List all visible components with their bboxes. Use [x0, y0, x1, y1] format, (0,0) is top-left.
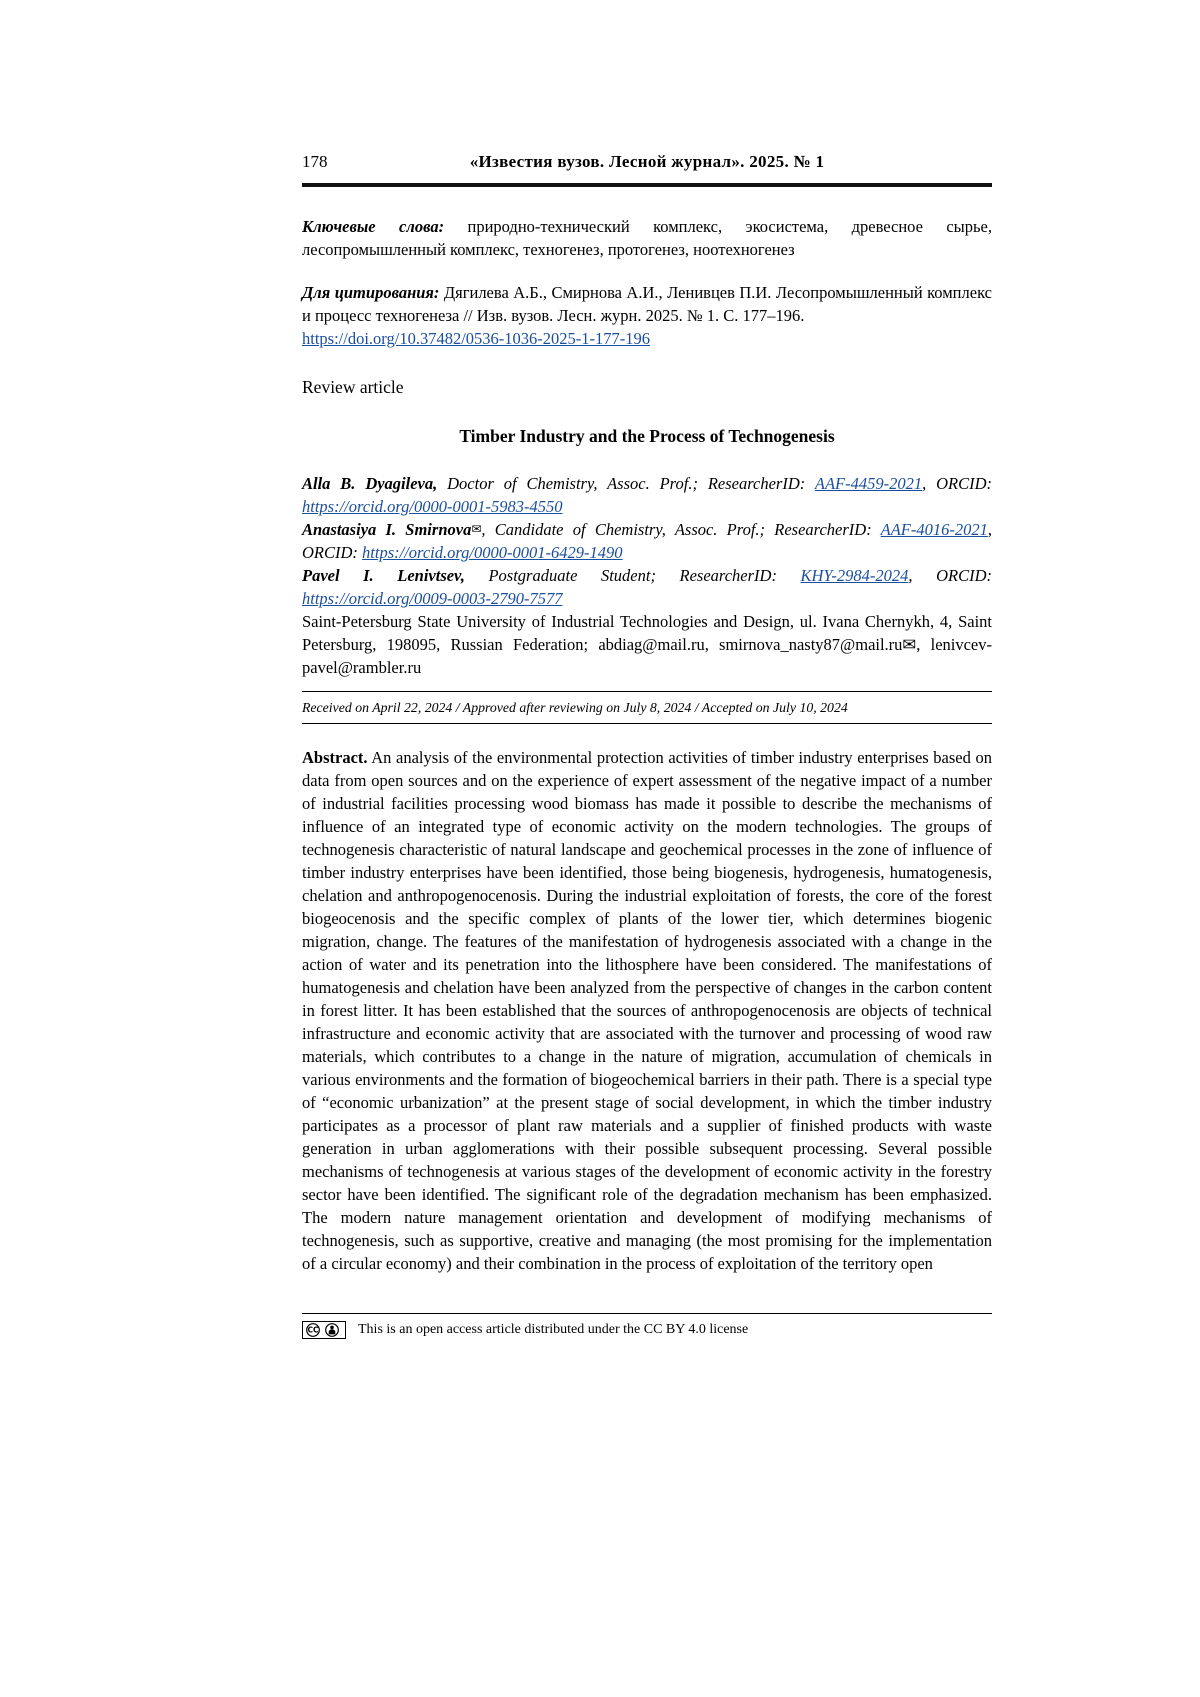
authors-block [302, 472, 992, 679]
abstract-text: An analysis of the environmental protection activities of timber industry enterprises based on data from open sources and on the experience of expert assessment of the negative impact of a number of industrial facilities processing wood biomass has made it possible to describe the mechanisms of influence of an integrated type of economic activity on the modern technologies. The groups of technogenesis characteristic of natural landscape and geochemical processes in the zone of influence of timber industry enterprises have been identified, those being biogenesis, hydrogenesis, humatogenesis, chelation and anthropogenocenosis. During the industrial exploitation of forests, the core of the forest biogeocenosis and the specific complex of plants of the lower tier, which determines biogenic migration, change. The features of the manifestation of hydrogenesis associated with a change in the action of water and its penetration into the lithosphere have been considered. The manifestations of humatogenesis and chelation have been analyzed from the perspective of changes in the carbon content in forest litter. It has been established that the sources of anthropogenocenosis are objects of technical infrastructure and economic activity that are associated with the turnover and processing of wood raw materials, which contributes to a change in the nature of migration, accumulation of chemicals in various environments and the formation of biogeochemical barriers in their path. There is a special type of “economic urbanization” at the present stage of social development, in which the timber industry participates as a processor of plant raw materials and a supplier of finished products with waste generation in urban agglomerations with their possible subsequent processing. Several possible mechanisms of technogenesis at various stages of the development of economic activity in the forestry sector have been identified. The significant role of the degradation mechanism has been emphasized. The modern nature management orientation and development of modifying mechanisms of technogenesis, such as supportive, creative and managing (the most promising for the implementation of a circular economy) and their combination in the process of exploitation of the territory open [302, 748, 992, 1273]
citation-label: Для цитирования: [302, 283, 440, 302]
affiliation: Saint-Petersburg State University of Industrial Technologies and Design, ul. Ivana Chernykh, 4, Saint Petersburg, 198095, Russian Federation; abdiag@mail.ru, smirnova_nasty87@mail.ru✉, lenivcev-pavel@rambler.ru [302, 612, 992, 677]
author-separator: , ORCID: [302, 520, 992, 562]
keywords-label: Ключевые слова: [302, 217, 445, 236]
abstract-label: Abstract. [302, 748, 368, 767]
running-header [302, 150, 992, 187]
orcid-link[interactable]: https://orcid.org/0000-0001-5983-4550 [302, 497, 563, 516]
article-title: Timber Industry and the Process of Technogenesis [459, 426, 835, 446]
orcid-link[interactable]: https://orcid.org/0000-0001-6429-1490 [362, 543, 623, 562]
author-line [302, 518, 992, 564]
author-line [302, 472, 992, 518]
researcher-id-link[interactable]: AAF-4016-2021 [880, 520, 988, 539]
license-text: This is an open access article distributed under the CC BY 4.0 license [358, 1322, 749, 1337]
doi-line [302, 327, 992, 350]
author-name: Anastasiya I. Smirnova [302, 520, 472, 539]
doi-link[interactable]: https://doi.org/10.37482/0536-1036-2025-1-177-196 [302, 329, 651, 348]
author-line [302, 564, 992, 610]
keywords-paragraph [302, 215, 992, 261]
svg-text:CC: CC [307, 1325, 319, 1335]
license-footer [302, 1313, 992, 1339]
researcher-id-link[interactable]: AAF-4459-2021 [814, 474, 923, 493]
orcid-link[interactable]: https://orcid.org/0009-0003-2790-7577 [302, 589, 563, 608]
keywords-text: природно-технический комплекс, экосистема, древесное сырье, лесопромышленный комплекс, техногенез, протогенез, ноотехногенез [302, 217, 992, 259]
abstract-paragraph [302, 746, 992, 1275]
researcher-id-link[interactable]: KHY-2984-2024 [800, 566, 909, 585]
cc-by-icon [302, 1321, 346, 1339]
author-details: , Candidate of Chemistry, Assoc. Prof.; ResearcherID: [481, 520, 881, 539]
mail-icon: ✉ [471, 522, 482, 536]
citation-paragraph [302, 281, 992, 327]
article-type-label: Review article [302, 377, 404, 397]
author-separator: , ORCID: [908, 566, 992, 585]
dates-line [302, 691, 992, 724]
author-name: Alla B. Dyagileva, [302, 474, 438, 493]
author-details: Doctor of Chemistry, Assoc. Prof.; ResearcherID: [437, 474, 815, 493]
author-separator: , ORCID: [922, 474, 993, 493]
citation-text: Дягилева А.Б., Смирнова А.И., Ленивцев П.И. Лесопромышленный комплекс и процесс техногенеза // Изв. вузов. Лесн. журн. 2025. № 1. С. 177–196. [302, 283, 992, 325]
author-name: Pavel I. Lenivtsev, [302, 566, 465, 585]
author-details: Postgraduate Student; ResearcherID: [464, 566, 801, 585]
journal-header-title: «Известия вузов. Лесной журнал». 2025. № 1 [469, 152, 825, 171]
dates-text: Received on April 22, 2024 / Approved after reviewing on July 8, 2024 / Accepted on July 10, 2024 [302, 700, 848, 715]
page-number: 178 [302, 152, 328, 171]
